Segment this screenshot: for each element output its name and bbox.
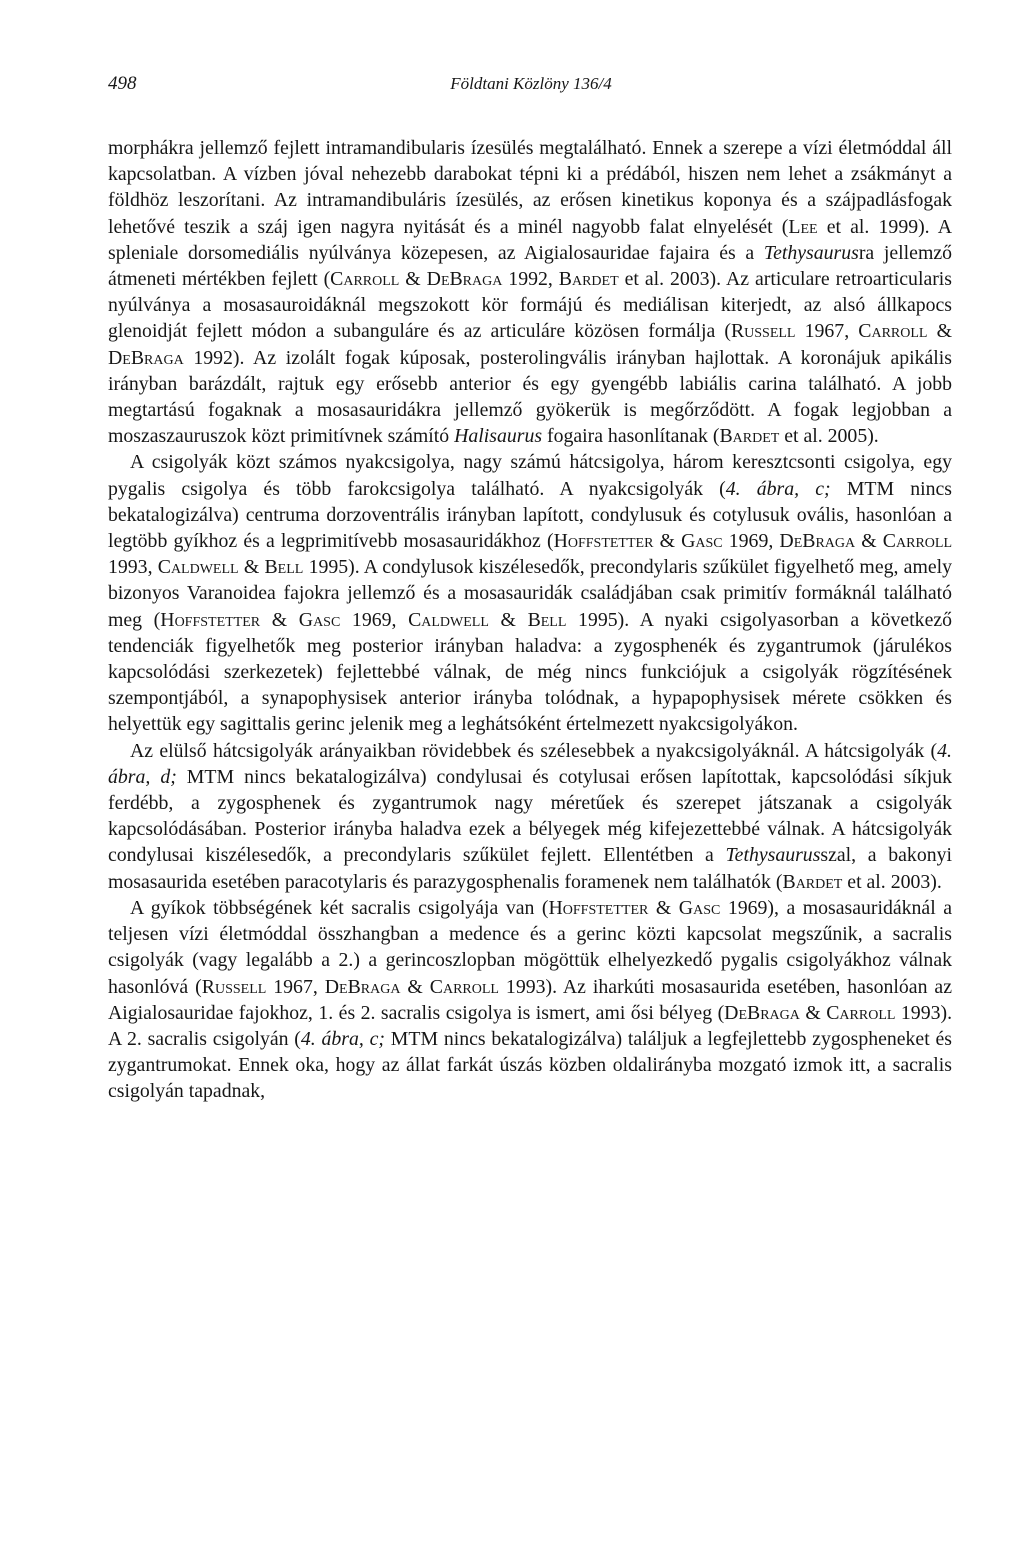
- text-run: A gyíkok többségének két sacralis csigolyája van (: [130, 896, 549, 919]
- text-run: MTM nincs bekatalogizálva) találjuk a legfejlettebb zygospheneket és zygantrumokat. Ennek oka, hogy az állat farkát úszás közben oldalirányba mozgató izmok itt, a sacralis csigolyán tapadnak,: [108, 1027, 952, 1103]
- citation-author: Russell: [201, 975, 267, 998]
- text-run: fogaira hasonlítanak (: [542, 425, 720, 448]
- text-run: morphákra jellemző fejlett intramandibularis ízesülés megtalálható. Ennek a szerepe a vízi életmóddal áll kapcsolatban. A vízben jóval nehezebb darabokat tépni ki a prédából, hiszen nem lehet a zsákmányt a földhöz leszorítani. Az intramandibuláris ízesülés, az erősen kinetikus koponya és a szájpadlásfogak lehetővé teszik a száj igen nagyra nyitását és a minél nagyobb falat elnyelését (: [108, 137, 952, 238]
- paragraph-3: [108, 738, 952, 895]
- body-text: [108, 135, 952, 1105]
- citation-author: Caldwell: [408, 608, 489, 631]
- citation-author: Hoffstetter: [553, 530, 654, 553]
- citation-author: Russell: [730, 320, 796, 343]
- citation-author: Hoffstetter: [160, 608, 261, 631]
- italic-term: 4. ábra, c;: [300, 1027, 385, 1050]
- text-run: 1969,: [340, 608, 409, 631]
- text-run: A csigolyák közt számos nyakcsigolya, nagy számú hátcsigolya, három keresztcsonti csigolya, egy pygalis csigolya és több farokcsigolya található. A nyakcsigolyák (: [108, 451, 952, 500]
- text-run: &: [260, 608, 299, 631]
- citation-author: Bardet: [782, 870, 843, 893]
- text-run: &: [648, 896, 679, 919]
- citation-author: Bell: [527, 608, 567, 631]
- text-run: et al. 1999). A spleniale dorsomediális nyúlványa közepesen, az Aigialosauridae fajaira és a: [108, 215, 952, 264]
- italic-term: 4. ábra, c;: [725, 477, 831, 500]
- text-run: &: [399, 268, 427, 291]
- citation-author: Carroll: [330, 268, 400, 291]
- italic-term: Tethysaurus: [763, 241, 859, 264]
- citation-author: Bardet: [558, 268, 619, 291]
- citation-author: Carroll: [882, 530, 952, 553]
- text-run: 1967,: [266, 975, 325, 998]
- text-run: &: [488, 608, 528, 631]
- italic-term: Halisaurus: [454, 425, 543, 448]
- citation-author: Caldwell: [157, 556, 239, 579]
- citation-author: Gasc: [681, 530, 723, 553]
- text-run: 1992,: [502, 268, 559, 291]
- citation-author: DeBraga: [724, 1001, 800, 1024]
- citation-author: Carroll: [826, 1001, 896, 1024]
- text-run: szal, a bakonyi mosasaurida esetében paracotylaris és parazygosphenalis foramenek nem találhatók (: [108, 844, 952, 893]
- text-run: 1993). A 2. sacralis csigolyán (: [108, 1001, 953, 1050]
- citation-author: Hoffstetter: [548, 896, 649, 919]
- italic-term: 4. ábra, d;: [108, 739, 952, 788]
- text-run: MTM nincs bekatalogizálva) condylusai és cotylusai erősen lapítottak, kapcsolódási síkjuk ferdébb, a zygosphenek és zygantrumok nagy méretűek és szerepet játszanak a csigolyák kapcsolódásában. Posterior irányba haladva ezek a bélyegek még kifejezettebbé válnak. A hátcsigolyák condylusai kiszélesedők, a precondylaris szűkület fejlett. Ellentétben a: [108, 765, 952, 867]
- text-run: &: [238, 556, 265, 579]
- text-run: MTM nincs bekatalogizálva) centruma dorzoventrális irányban lapított, condylusuk és cotylusuk ovális, hasonlóan a legtöbb gyíkhoz és a legprimitívebb mosasauridákhoz (: [108, 477, 953, 553]
- paragraph-1: [108, 135, 952, 449]
- text-run: 1993,: [108, 556, 158, 579]
- running-header: [108, 73, 954, 97]
- citation-author: Gasc: [678, 896, 721, 919]
- italic-term: Tethysaurus: [725, 844, 821, 867]
- text-run: 1995). A nyaki csigolyasorban a következő tendenciák figyelhetők meg posterior irányban haladva: a zygosphenék és zygantrumok (járulékos kapcsolódási szerkezetek) fejlettebbé válnak, de még nincs funkciójuk a csigolyák rögzítésének szempontjából, a synapophysisek anterior irányba tolódnak, a hypapophysisek mérete csökken és helyettük egy sagittalis gerinc jelenik meg a leghátsóként értelmezett nyakcsigolyákon.: [108, 608, 953, 736]
- text-run: et al. 2005).: [779, 425, 879, 448]
- citation-author: Bell: [264, 556, 304, 579]
- page-number: 498: [108, 73, 137, 94]
- text-run: &: [653, 530, 682, 553]
- text-run: 1995). A condylusok kiszélesedők, precondylaris szűkület figyelhető meg, amely bizonyos Varanoidea fajokra jellemző és a mosasauridák családjában csak primitív formáknál található meg (: [108, 556, 953, 631]
- text-run: 1993). Az iharkúti mosasaurida esetében, hasonlóan az Aigialosauridae fajokhoz, 1. és 2. sacralis csigolya is ismert, ami ősi bélyeg (: [108, 975, 952, 1024]
- text-run: Az elülső hátcsigolyák arányaikban rövidebbek és szélesebbek a nyakcsigolyáknál. A hátcsigolyák (: [130, 739, 938, 762]
- journal-title: Földtani Közlöny 136/4: [450, 74, 612, 93]
- citation-author: Gasc: [298, 608, 341, 631]
- citation-author: Bardet: [719, 425, 780, 448]
- text-run: 1992). Az izolált fogak kúposak, posterolingvális irányban hajlottak. A koronájuk apikális irányban barázdált, rajtuk egy erősebb anterior és egy gyengébb labiális carina található. A jobb megtartású fogaknak a mosasauridákra jellemző gyökerük is megőrződött. A fogak legjobban a moszaszauruszok közt primitívnek számító: [108, 346, 952, 448]
- text-run: 1969), a mosasauridáknál a teljesen vízi életmóddal összhangban a medence és a gerinc közti kapcsolat megszűnik, a sacralis csigolyák (vagy legalább a 2.) a gerincoszlopban mögöttük elhelyezkedő pygalis csigolyákhoz válnak hasonlóvá (: [108, 896, 953, 998]
- text-run: &: [799, 1001, 827, 1024]
- citation-author: Carroll: [429, 975, 499, 998]
- citation-author: DeBraga: [779, 530, 856, 553]
- citation-author: Carroll: [858, 320, 928, 343]
- text-run: &: [400, 975, 430, 998]
- citation-author: Lee: [788, 215, 818, 238]
- text-run: ra jellemző átmeneti mértékben fejlett (: [108, 241, 952, 291]
- text-run: &: [855, 530, 883, 553]
- text-run: 1967,: [795, 320, 859, 343]
- text-run: &: [927, 320, 952, 343]
- text-run: et al. 2003).: [842, 870, 942, 893]
- paragraph-2: [108, 449, 952, 737]
- citation-author: DeBraga: [108, 346, 184, 369]
- paragraph-4: [108, 895, 952, 1105]
- citation-author: DeBraga: [324, 975, 401, 998]
- citation-author: DeBraga: [426, 268, 503, 291]
- text-run: et al. 2003). Az articulare retroarticularis nyúlványa a mosasauroidáknál megszokott kör formájú és mediálisan kiterjedt, az alsó állkapocs glenoidját fejlett módon a subanguláre és az articuláre közösen formálja (: [108, 268, 953, 343]
- text-run: 1969,: [722, 530, 780, 553]
